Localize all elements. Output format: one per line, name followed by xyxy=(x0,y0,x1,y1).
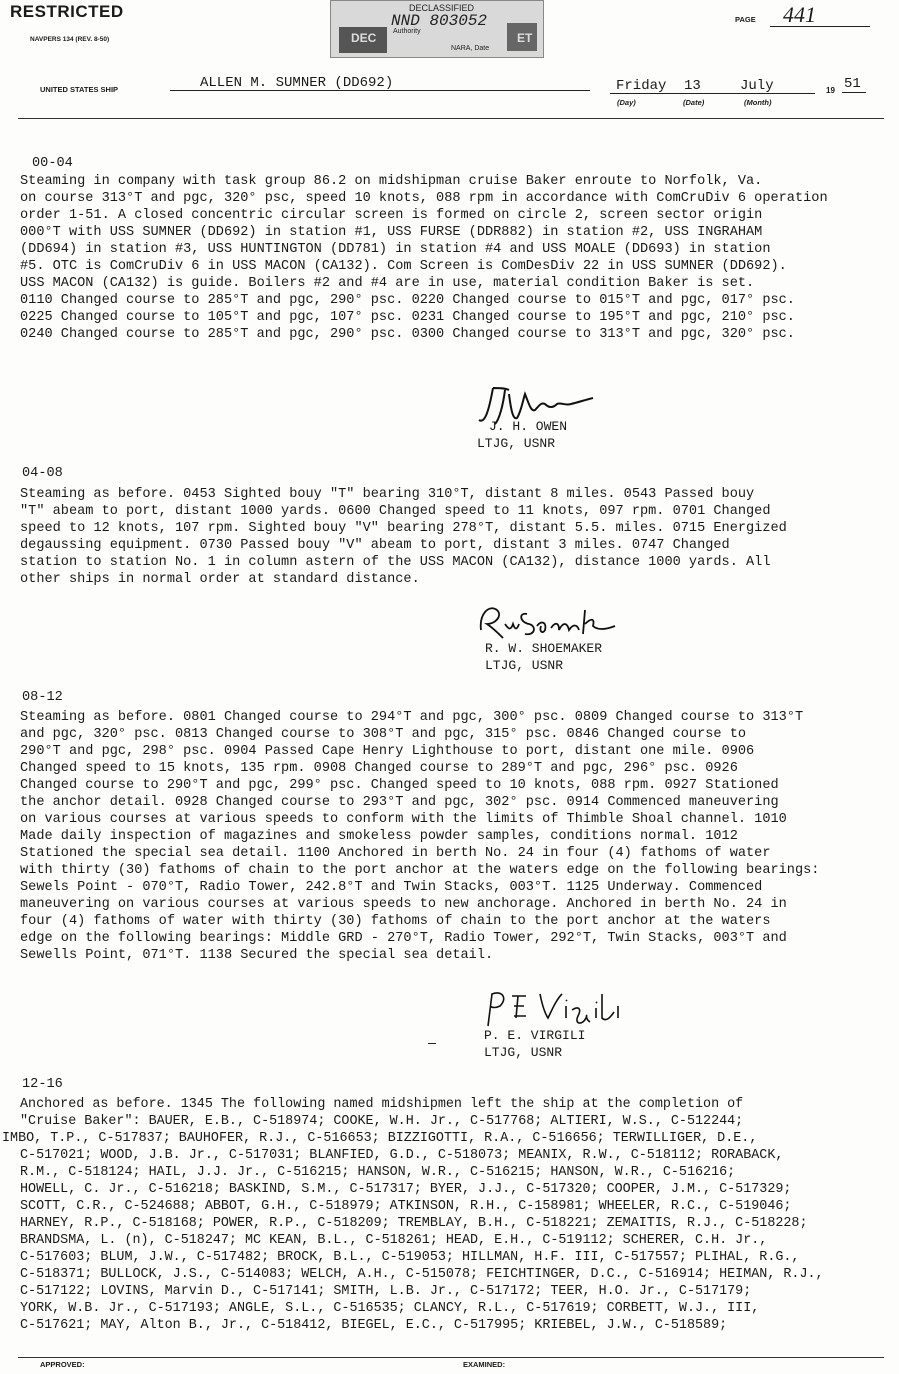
log-line: "T" abeam to port, distant 1000 yards. 0600 Changed speed to 11 knots, 097 rpm. 0701 Changed xyxy=(20,504,771,519)
log-line: R.M., C-518124; HAIL, J.J. Jr., C-516215; HANSON, W.R., C-516215; HANSON, W.R., C-516216; xyxy=(20,1165,736,1180)
log-line: C-517621; MAY, Alton B., Jr., C-518412, BIEGEL, E.C., C-517995; KRIEBEL, J.W., C-518589; xyxy=(20,1318,728,1333)
dash-mark xyxy=(428,1043,436,1044)
date-underline xyxy=(610,93,815,94)
log-line: the anchor detail. 0928 Changed course to 293°T and pgc, 302° psc. 0914 Commenced maneuvering xyxy=(20,795,779,810)
signature-name: J. H. OWEN xyxy=(489,419,568,434)
log-line: on various courses at various speeds to conform with the limits of Thimble Shoal channel. 1010 xyxy=(20,812,787,827)
log-line: 0225 Changed course to 105°T and pgc, 107° psc. 0231 Changed course to 195°T and pgc, 210° psc. xyxy=(20,310,795,325)
signature-shoemaker xyxy=(475,600,625,645)
log-line: Steaming as before. 0801 Changed course to 294°T and pgc, 300° psc. 0809 Changed course to 313°T xyxy=(20,710,804,725)
classification-label: RESTRICTED xyxy=(10,2,124,21)
log-month: July xyxy=(740,78,774,94)
watch-entry-08-12 xyxy=(20,709,819,964)
stamp-nara-date: NARA, Date xyxy=(451,45,490,52)
stamp-partial-left: DEC xyxy=(351,31,377,45)
declassified-stamp xyxy=(330,0,544,58)
log-line: Changed speed to 15 knots, 135 rpm. 0908 Changed course to 289°T and pgc, 296° psc. 0926 xyxy=(20,761,738,776)
log-line: Sewels Point - 070°T, Radio Tower, 242.8°T and Twin Stacks, 003°T. 1125 Underway. Commenced xyxy=(20,880,763,895)
log-line: #5. OTC is ComCruDiv 6 in USS MACON (CA132). Com Screen is ComDesDiv 22 in USS SUMNER (DD692). xyxy=(20,259,787,274)
stamp-declassified-text: DECLASSIFIED xyxy=(409,3,475,13)
log-line: "Cruise Baker": BAUER, E.B., C-518974; COOKE, W.H. Jr., C-517768; ALTIERI, W.S., C-512244; xyxy=(20,1114,744,1129)
caption-date: (Date) xyxy=(683,98,705,107)
watch-entry-00-04 xyxy=(20,173,828,343)
log-line: station to station No. 1 in column astern of the USS MACON (CA132), distance 1000 yards. All xyxy=(20,555,771,570)
log-line: BRANDSMA, L. (n), C-518247; MC KEAN, B.L., C-518261; HEAD, E.H., C-519112; SCHERER, C.H. Jr., xyxy=(20,1233,768,1248)
ship-name: ALLEN M. SUMNER (DD692) xyxy=(200,75,394,91)
log-line: 0240 Changed course to 285°T and pgc, 290° psc. 0300 Changed course to 313°T and pgc, 320° psc. xyxy=(20,327,795,342)
log-date: 13 xyxy=(684,78,701,94)
log-line: order 1-51. A closed concentric circular screen is formed on circle 2, screen sector origin xyxy=(20,208,763,223)
log-line: C-517122; LOVINS, Marvin D., C-517141; SMITH, L.B. Jr., C-517172; TEER, H.O. Jr., C-517179; xyxy=(20,1284,752,1299)
log-line: Anchored as before. 1345 The following named midshipmen left the ship at the completion of xyxy=(20,1097,744,1112)
watch-label: 12-16 xyxy=(22,1077,63,1092)
log-line: maneuvering on various courses at various speeds to new anchorage. Anchored in berth No. 24 in xyxy=(20,897,787,912)
watch-label: 08-12 xyxy=(22,690,63,705)
log-line: other ships in normal order at standard distance. xyxy=(20,572,420,587)
signature-rank: LTJG, USNR xyxy=(485,658,564,673)
signature-name: P. E. VIRGILI xyxy=(484,1028,586,1043)
watch-label: 00-04 xyxy=(32,156,73,171)
watch-entry-12-16 xyxy=(2,1096,824,1334)
log-line: four (4) fathoms of water with thirty (30) fathoms of chain to the port anchor at the waters xyxy=(20,914,771,929)
signature-virgili xyxy=(478,988,628,1030)
year-prefix: 19 xyxy=(826,86,835,95)
watch-entry-04-08 xyxy=(20,486,787,588)
stamp-authority-label: Authority xyxy=(393,28,421,35)
year-underline xyxy=(842,92,866,93)
log-line: HARNEY, R.P., C-518168; POWER, R.P., C-518209; TREMBLAY, B.H., C-518221; ZEMAITIS, R.J., C-518228; xyxy=(20,1216,808,1231)
signature-name: R. W. SHOEMAKER xyxy=(485,641,603,656)
examined-label: EXAMINED: xyxy=(463,1360,506,1369)
page-number: 441 xyxy=(783,2,816,27)
ship-name-underline xyxy=(170,90,590,91)
log-line: 000°T with USS SUMNER (DD692) in station #1, USS FURSE (DDR882) in station #2, USS INGRAHAM xyxy=(20,225,763,240)
log-line: SCOTT, C.R., C-524688; ABBOT, G.H., C-518979; ATKINSON, R.H., C-158981; WHEELER, R.C., C-519046; xyxy=(20,1199,792,1214)
signature-rank: LTJG, USNR xyxy=(484,1045,563,1060)
footer-rule xyxy=(18,1357,884,1358)
log-line: IMBO, T.P., C-517837; BAUHOFER, R.J., C-516653; BIZZIGOTTI, R.A., C-516656; TERWILLIGER, D.E., xyxy=(2,1131,758,1146)
log-line: edge on the following bearings: Middle GRD - 270°T, Radio Tower, 292°T, Twin Stacks, 003°T and xyxy=(20,931,787,946)
caption-day: (Day) xyxy=(617,98,636,107)
stamp-partial-right: ET xyxy=(517,31,533,45)
log-line: with thirty (30) fathoms of chain to the port anchor at the waters edge on the following bearings: xyxy=(20,863,820,878)
log-line: C-517021; WOOD, J.B. Jr., C-517031; BLANFIED, G.D., C-518073; MEANIX, R.W., C-518112; RORABACK, xyxy=(20,1148,784,1163)
log-line: C-518371; BULLOCK, J.S., C-514083; WELCH, A.H., C-515078; FEICHTINGER, D.C., C-516914; HEIMAN, R.J., xyxy=(20,1267,824,1282)
log-line: speed to 12 knots, 107 rpm. Sighted bouy "V" bearing 278°T, distant 5.5. miles. 0715 Energized xyxy=(20,521,787,536)
log-year: 51 xyxy=(844,76,861,92)
log-line: 0110 Changed course to 285°T and pgc, 290° psc. 0220 Changed course to 015°T and pgc, 017° psc. xyxy=(20,293,795,308)
log-line: Steaming as before. 0453 Sighted bouy "T" bearing 310°T, distant 8 miles. 0543 Passed bouy xyxy=(20,487,755,502)
log-line: Sewells Point, 071°T. 1138 Secured the special sea detail. xyxy=(20,948,494,963)
log-line: YORK, W.B. Jr., C-517193; ANGLE, S.L., C-516535; CLANCY, R.L., C-517619; CORBETT, W.J., III, xyxy=(20,1301,760,1316)
log-line: 290°T and pgc, 298° psc. 0904 Passed Cape Henry Lighthouse to port, distant one mile. 0906 xyxy=(20,744,755,759)
stamp-authority-number: NND 803052 xyxy=(391,12,488,30)
header-rule xyxy=(18,118,884,119)
log-line: C-517603; BLUM, J.W., C-517482; BROCK, B.L., C-519053; HILLMAN, H.F. III, C-517557; PLIHAL, R.G., xyxy=(20,1250,800,1265)
log-line: Made daily inspection of magazines and smokeless powder samples, conditions normal. 1012 xyxy=(20,829,738,844)
log-line: HOWELL, C. Jr., C-516218; BASKIND, S.M., C-517317; BYER, J.J., C-517320; COOPER, J.M., C-517329; xyxy=(20,1182,792,1197)
watch-label: 04-08 xyxy=(22,466,63,481)
log-line: and pgc, 320° psc. 0813 Changed course to 308°T and pgc, 315° psc. 0846 Changed course to xyxy=(20,727,747,742)
approved-label: APPROVED: xyxy=(40,1360,85,1369)
log-line: USS MACON (CA132) is guide. Boilers #2 and #4 are in use, material condition Baker is set. xyxy=(20,276,755,291)
log-line: on course 313°T and pgc, 320° psc, speed 10 knots, 088 rpm in accordance with ComCruDiv 6 operation xyxy=(20,191,828,206)
caption-month: (Month) xyxy=(744,98,772,107)
log-line: degaussing equipment. 0730 Passed bouy "V" abeam to port, distant 3 miles. 0747 Changed xyxy=(20,538,730,553)
page-label: PAGE xyxy=(735,15,756,24)
log-line: Steaming in company with task group 86.2 on midshipman cruise Baker enroute to Norfolk, Va. xyxy=(20,174,763,189)
log-line: (DD694) in station #3, USS HUNTINGTON (DD781) in station #4 and USS MOALE (DD693) in station xyxy=(20,242,771,257)
signature-rank: LTJG, USNR xyxy=(477,436,556,451)
log-line: Changed course to 290°T and pgc, 299° psc. Changed speed to 10 knots, 088 rpm. 0927 Stationed xyxy=(20,778,779,793)
form-number: NAVPERS 134 (REV. 8-50) xyxy=(30,36,110,43)
page-number-underline xyxy=(770,26,870,27)
log-day: Friday xyxy=(616,78,667,94)
log-line: Stationed the special sea detail. 1100 Anchored in berth No. 24 in four (4) fathoms of water xyxy=(20,846,771,861)
ship-label: UNITED STATES SHIP xyxy=(40,85,119,94)
